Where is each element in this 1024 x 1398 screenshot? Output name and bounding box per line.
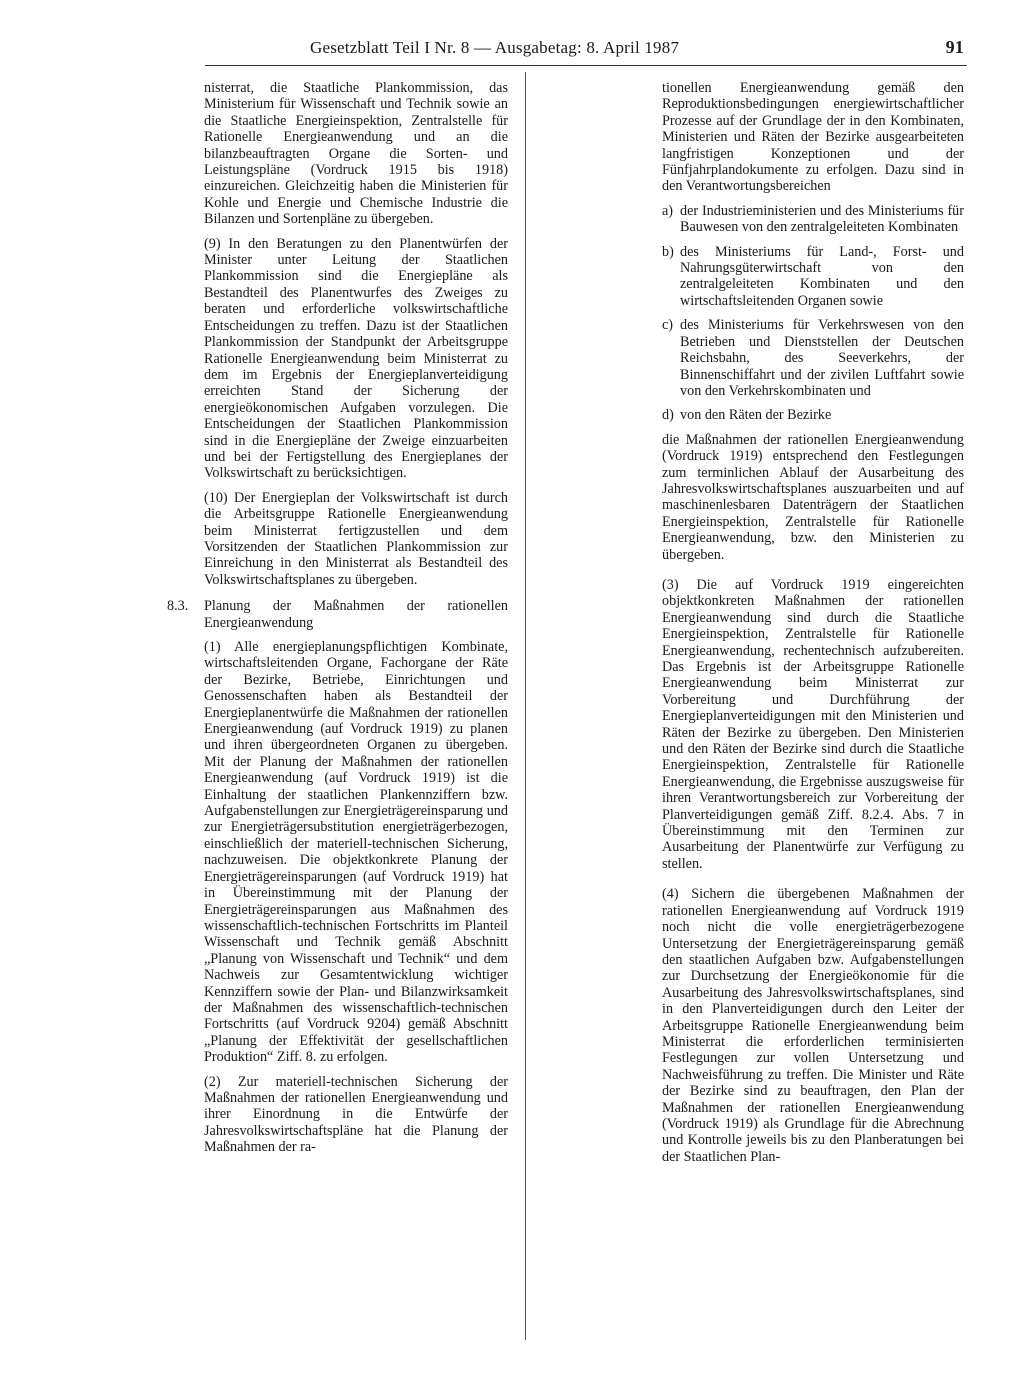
column-divider — [525, 72, 526, 1340]
left-paragraph-10: (10) Der Energieplan der Volkswirtschaft ist durch die Arbeitsgruppe Rationelle Energieanwendung beim Ministerrat fertigzustellen und dem Vorsitzenden der Staatlichen Plankommission zur Einreichung in den Ministerrat als Bestandteil des Volkswirtschaftsplanes zu übergeben. — [204, 489, 508, 588]
page-header — [310, 38, 970, 62]
list-item-c — [662, 317, 964, 399]
right-paragraph-3: (3) Die auf Vordruck 1919 eingereichten objektkonkreten Maßnahmen der rationellen Energieanwendung sind durch die Staatliche Energieinspektion, Zentralstelle für Rationelle Energieanwendung, rechentechnisch aufzubereiten. Das Ergebnis ist der Arbeitsgruppe Rationelle Energieanwendung beim Ministerrat zur Vorbereitung und Durchführung der Energieplanverteidigungen mit den Ministerien und Räten der Bezirke zu übergeben. Den Ministerien und den Räten der Bezirke sind durch die Staatliche Energieinspektion, Zentralstelle für Rationelle Energieanwendung, die Ergebnisse auszugsweise für ihren Verantwortungsbereich zur Vorbereitung der Planverteidigungen gemäß Ziff. 8.2.4. Abs. 7 in Übereinstimmung mit den Terminen zur Ausarbeitung der Planentwürfe zur Verfügung zu stellen. — [662, 576, 964, 872]
list-item-a — [662, 203, 964, 236]
list-text: des Ministeriums für Verkehrswesen von den Betrieben und Dienststellen der Deutschen Reichsbahn, des Seeverkehrs, der Binnenschiffahrt und der zivilen Luftfahrt sowie von den Verkehrskombinaten und — [680, 317, 964, 399]
header-title: Gesetzblatt Teil I Nr. 8 — Ausgabetag: 8. April 1987 — [310, 38, 680, 57]
list-item-b — [662, 244, 964, 310]
right-column — [662, 80, 964, 1165]
list-item-d — [662, 407, 964, 423]
section-number: 8.3. — [167, 598, 189, 615]
list-text: der Industrieministerien und des Ministeriums für Bauwesen von den zentralgeleiteten Kombinaten — [680, 202, 964, 236]
header-rule — [205, 65, 967, 66]
left-paragraph-8-3-2: (2) Zur materiell-technischen Sicherung der Maßnahmen der rationellen Energieanwendung und ihrer Einordnung in die Entwürfe der Jahresvolkswirtschaftspläne hat die Planung der Maßnahmen der ra- — [204, 1073, 508, 1156]
left-paragraph-1: nisterrat, die Staatliche Plankommission, das Ministerium für Wissenschaft und Technik sowie an die Staatliche Energieinspektion, Zentralstelle für Rationelle Energieanwendung und an die bilanzbeauftragten Organe die Sorten- und Leistungspläne (Vordruck 1915 bis 1918) einzureichen. Gleichzeitig haben die Ministerien für Kohle und Energie und Chemische Industrie die Bilanzen und Sortenpläne zu übergeben. — [204, 80, 508, 228]
list-mark: d) — [662, 407, 674, 424]
section-title: Planung der Maßnahmen der rationellen Energieanwendung — [204, 598, 508, 631]
left-paragraph-9: (9) In den Beratungen zu den Planentwürfen der Minister unter Leitung der Staatlichen Plankommission sind die Energiepläne als Bestandteil des Planentwurfes des Zweiges zu beraten und erforderliche volkswirtschaftliche Entscheidungen zu treffen. Dazu ist der Staatlichen Plankommission der Standpunkt der Arbeitsgruppe Rationelle Energieanwendung beim Ministerrat zu dem im Ergebnis der Energieplanverteidigung erreichten Stand der Sicherung der energieökonomischen Aufgaben vorzulegen. Die Entscheidungen der Staatlichen Plankommission sind in die Energiepläne der Zweige einzuarbeiten und bei der Fertigstellung des Energieplanes der Volkswirtschaft zu berücksichtigen. — [204, 235, 508, 482]
list-mark: a) — [662, 202, 674, 219]
left-paragraph-8-3-1: (1) Alle energieplanungspflichtigen Kombinate, wirtschaftsleitenden Organe, Fachorgane der Räte der Bezirke, Betriebe, Einrichtungen und Genossenschaften haben als Bestandteil der Energieplanentwürfe die Maßnahmen der rationellen Energieanwendung (auf Vordruck 1919) zu planen und ihren übergeordneten Organen zu übergeben. Mit der Planung der Maßnahmen der rationellen Energieanwendung (auf Vordruck 1919) ist die Einhaltung der staatlichen Plankennziffern bzw. Aufgabenstellungen zur Energieträgereinsparung und zur Energieträgersubstitution energieträgerbezogen, einschließlich der materiell-technischen Sicherung, nachzuweisen. Die objektkonkrete Planung der Energieträgereinsparungen (auf Vordruck 1919) hat in Übereinstimmung mit der Planung der Energieträgereinsparungen aus Maßnahmen des wissenschaftlich-technischen Fortschritts im Planteil Wissenschaft und Technik gemäß Abschnitt „Planung von Wissenschaft und Technik“ und dem Nachweis zur Gesamtentwicklung wichtiger Kennziffern sowie der Plan- und Bilanzwirksamkeit der Maßnahmen des wissenschaftlich-technischen Fortschritts (auf Vordruck 9204) gemäß Abschnitt „Planung der Effektivität der gesellschaftlichen Produktion“ Ziff. 8. zu erfolgen. — [204, 639, 508, 1066]
right-paragraph-4: (4) Sichern die übergebenen Maßnahmen der rationellen Energieanwendung auf Vordruck 1919 noch nicht die volle energieträgerbezogene Untersetzung der Energieträgereinsparung gemäß den staatlichen Aufgaben bzw. Aufgabenstellungen zur Durchsetzung der Energieökonomie für die Ausarbeitung des Jahresvolkswirtschaftsplanes, sind in den Planverteidigungen durch den Leiter der Arbeitsgruppe Rationelle Energieanwendung beim Ministerrat die erforderlichen terminisierten Festlegungen zur vollen Untersetzung und Nachweisführung zu treffen. Die Minister und Räte der Bezirke sind zu beauftragen, den Plan der Maßnahmen der rationellen Energieanwendung (Vordruck 1919) als Grundlage für die Abrechnung und Kontrolle jeweils bis zu den Planberatungen bei der Staatlichen Plan- — [662, 886, 964, 1165]
list-mark: b) — [662, 243, 674, 260]
left-column — [167, 80, 508, 1156]
right-paragraph-measures: die Maßnahmen der rationellen Energieanwendung (Vordruck 1919) entsprechend den Festlegungen zum terminlichen Ablauf der Ausarbeitung des Jahresvolkswirtschaftsplanes auszuarbeiten und auf maschinenlesbaren Datenträgern der Staatlichen Energieinspektion, Zentralstelle für Rationelle Energieanwendung, bzw. den Ministerien zu übergeben. — [662, 431, 964, 563]
list-mark: c) — [662, 317, 674, 334]
list-text: von den Räten der Bezirke — [680, 407, 832, 424]
section-8-3-heading — [167, 598, 508, 631]
right-paragraph-continued: tionellen Energieanwendung gemäß den Reproduktionsbedingungen energiewirtschaftlicher Prozesse auf der Grundlage der in den Kombinaten, Ministerien und Räten der Bezirke ausgearbeiteten langfristigen Konzeptionen und der Fünfjahrplandokumente zu erfolgen. Dazu sind in den Verantwortungsbereichen — [662, 80, 964, 195]
page-number: 91 — [945, 37, 964, 57]
list-text: des Ministeriums für Land-, Forst- und Nahrungsgüterwirtschaft von den zentralgeleiteten Kombinaten und den wirtschaftsleitenden Organen sowie — [680, 243, 964, 309]
